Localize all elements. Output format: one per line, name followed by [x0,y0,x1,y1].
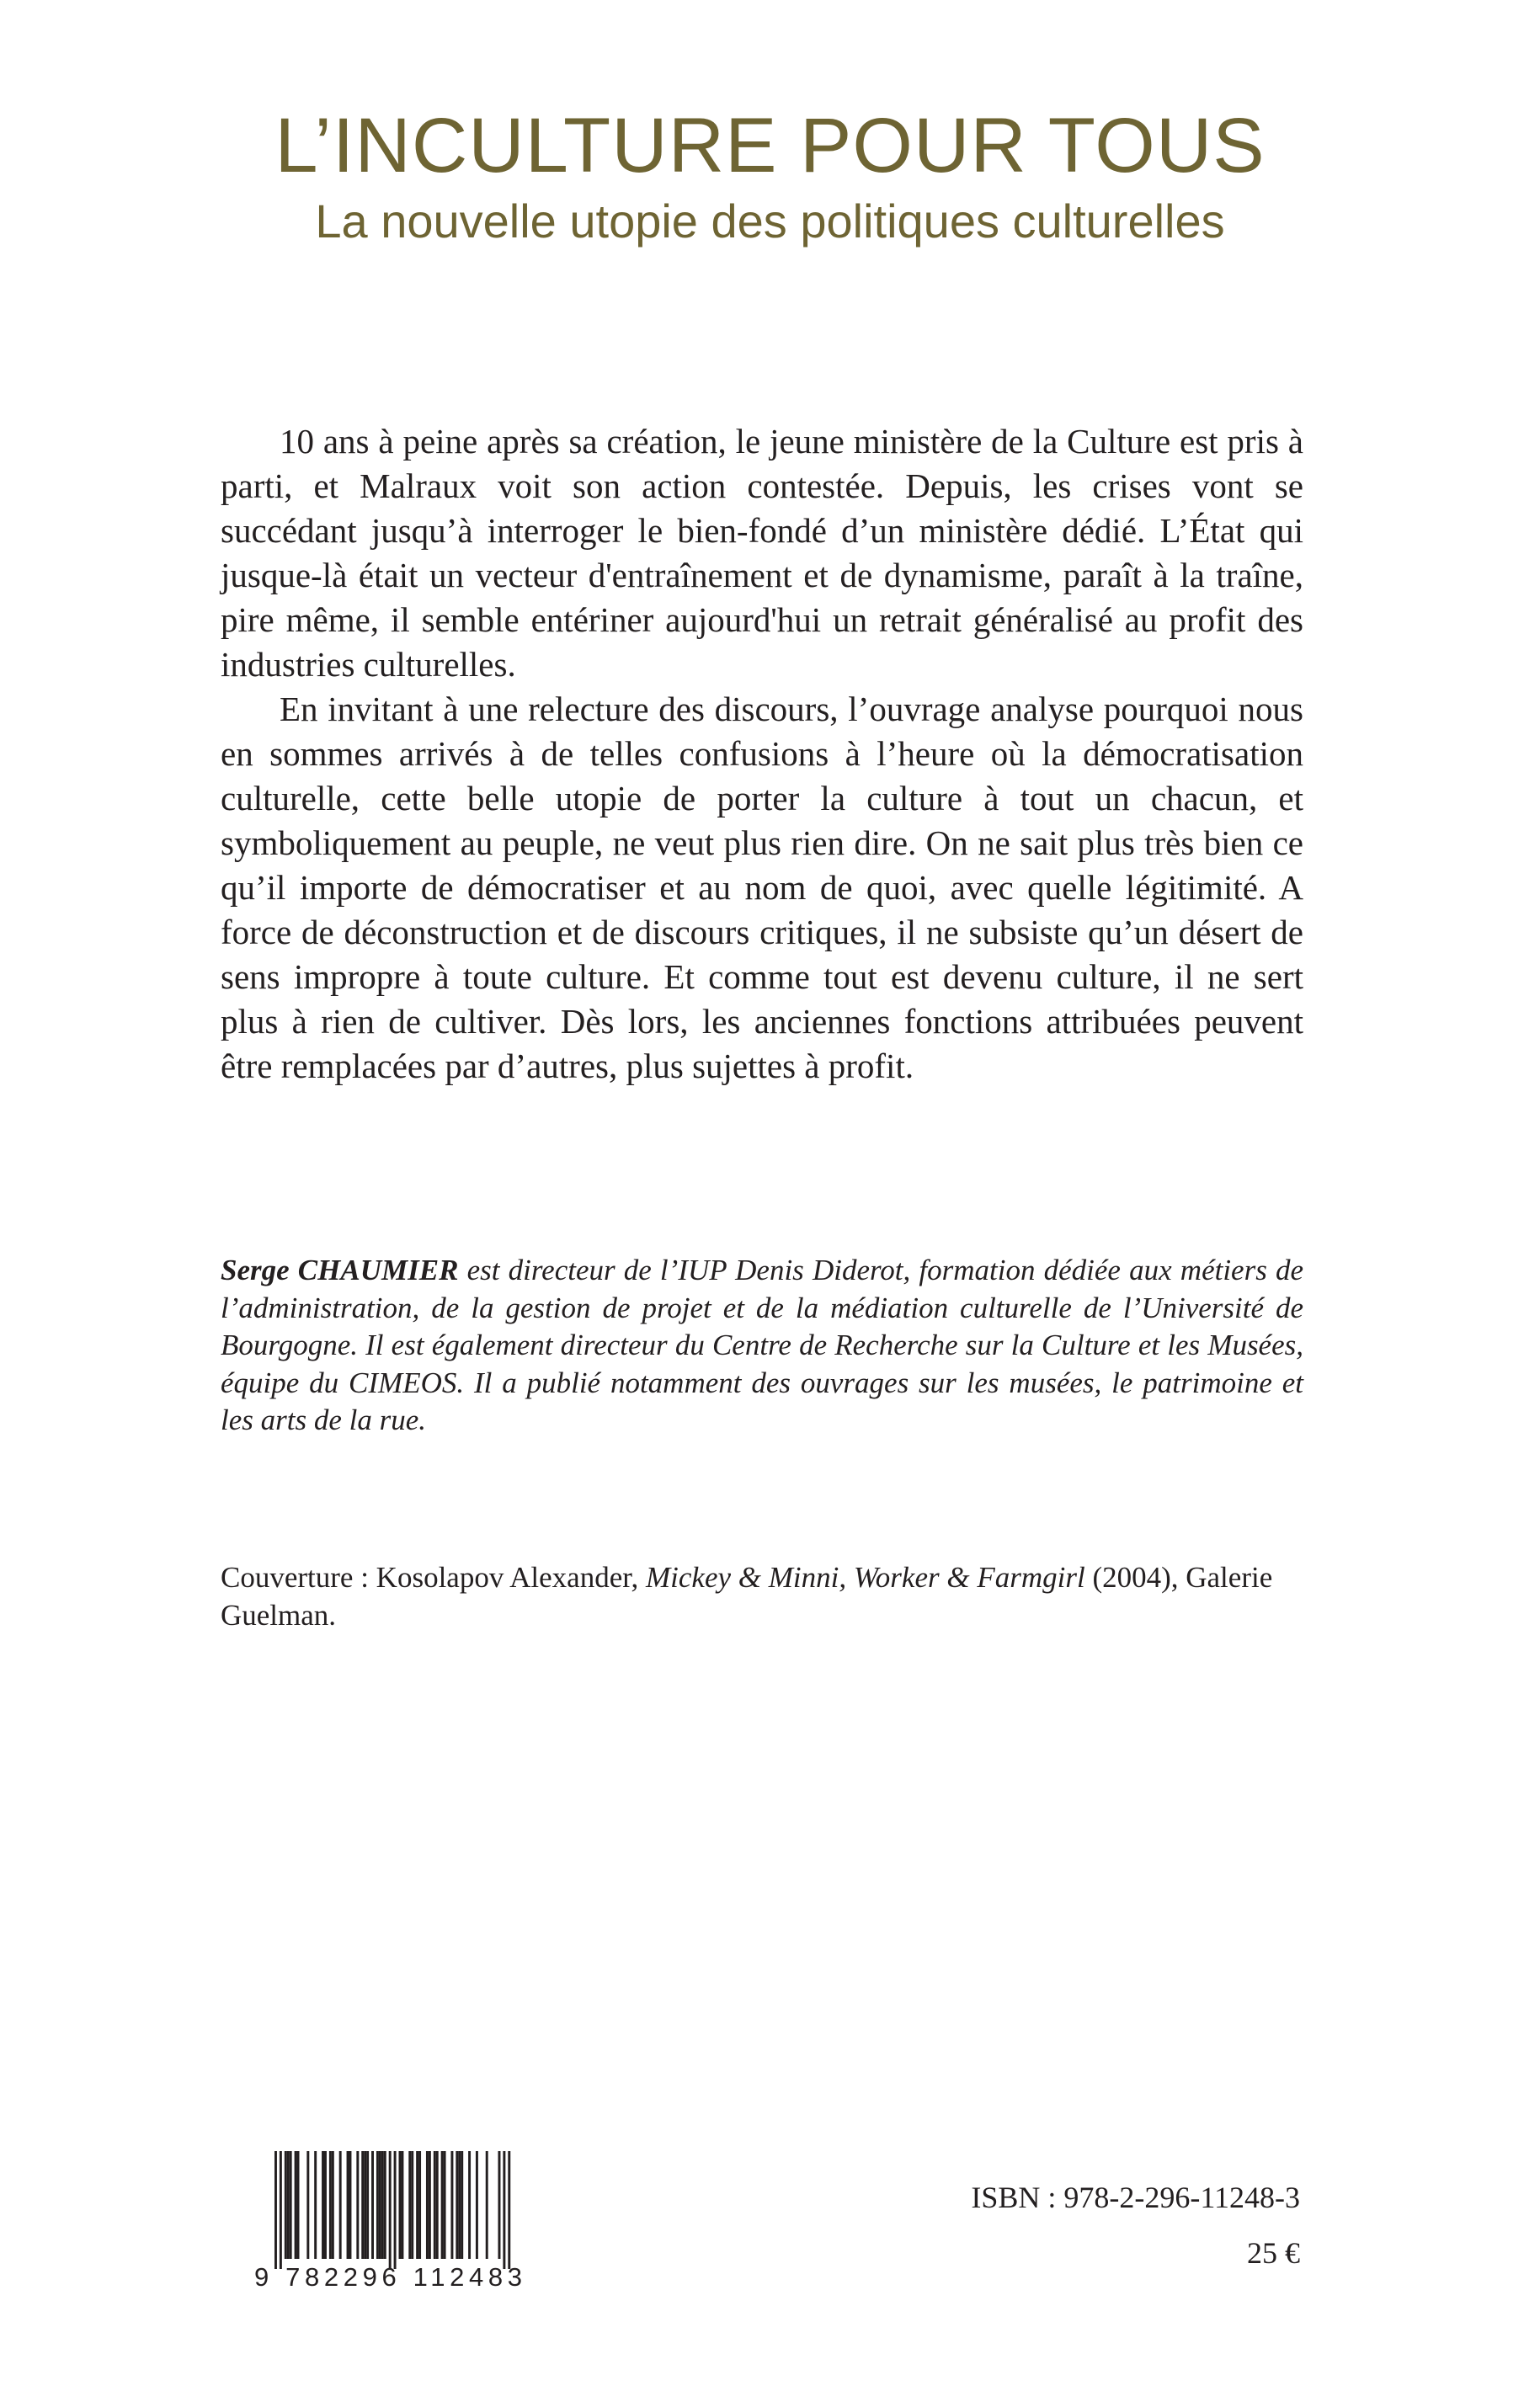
book-subtitle: La nouvelle utopie des politiques culturelles [315,194,1225,248]
credit-suffix: (2004), Galerie Guelman. [221,1561,1273,1632]
author-bio-text: est directeur de l’IUP Denis Diderot, formation dédiée aux métiers de l’administration, de la gestion de projet et de la médiation culturelle de l’Université de Bourgogne. Il est également directeur du Centre de Recherche sur la Culture et les Musées, équipe du CIMEOS. Il a publié notamment des ouvrages sur les musées, le patrimoine et les arts de la rue. [221,1254,1304,1436]
barcode [254,2151,524,2291]
author-name: Serge CHAUMIER [221,1254,459,1286]
barcode-digits [254,2151,524,2291]
summary-paragraph-1: 10 ans à peine après sa création, le jeune ministère de la Culture est pris à parti, et Malraux voit son action contestée. Depuis, les crises vont se succédant jusqu’à interroger le bien-fondé d’un ministère dédié. L’État qui jusque-là était un vecteur d'entraînement et de dynamisme, paraît à la traîne, pire même, il semble entériner aujourd'hui un retrait généralisé au profit des industries culturelles. [221,422,1303,684]
summary-paragraph-2: En invitant à une relecture des discours, l’ouvrage analyse pourquoi nous en sommes arrivés à de telles confusions à l’heure où la démocratisation culturelle, cette belle utopie de porter la culture à tout un chacun, et symboliquement au peuple, ne veut plus rien dire. On ne sait plus très bien ce qu’il importe de démocratiser et au nom de quoi, avec quelle légitimité. A force de déconstruction et de discours critiques, il ne subsiste qu’un désert de sens impropre à toute culture. Et comme tout est devenu culture, il ne sert plus à rien de cultiver. Dès lors, les anciennes fonctions attribuées peuvent être remplacées par d’autres, plus sujettes à profit. [221,690,1303,1085]
credit-work-title: Mickey & Minni, Worker & Farmgirl [646,1561,1085,1594]
price: 25 € [1247,2236,1300,2270]
book-title: L’INCULTURE POUR TOUS [274,103,1266,189]
credit-prefix: Couverture : Kosolapov Alexander, [221,1561,647,1594]
isbn: ISBN : 978-2-296-11248-3 [971,2181,1300,2214]
summary-text [221,419,1303,1089]
author-bio [221,1252,1303,1440]
barcode-number: 9 782296 112483 [254,2262,522,2291]
cover-credit [221,1559,1303,1634]
